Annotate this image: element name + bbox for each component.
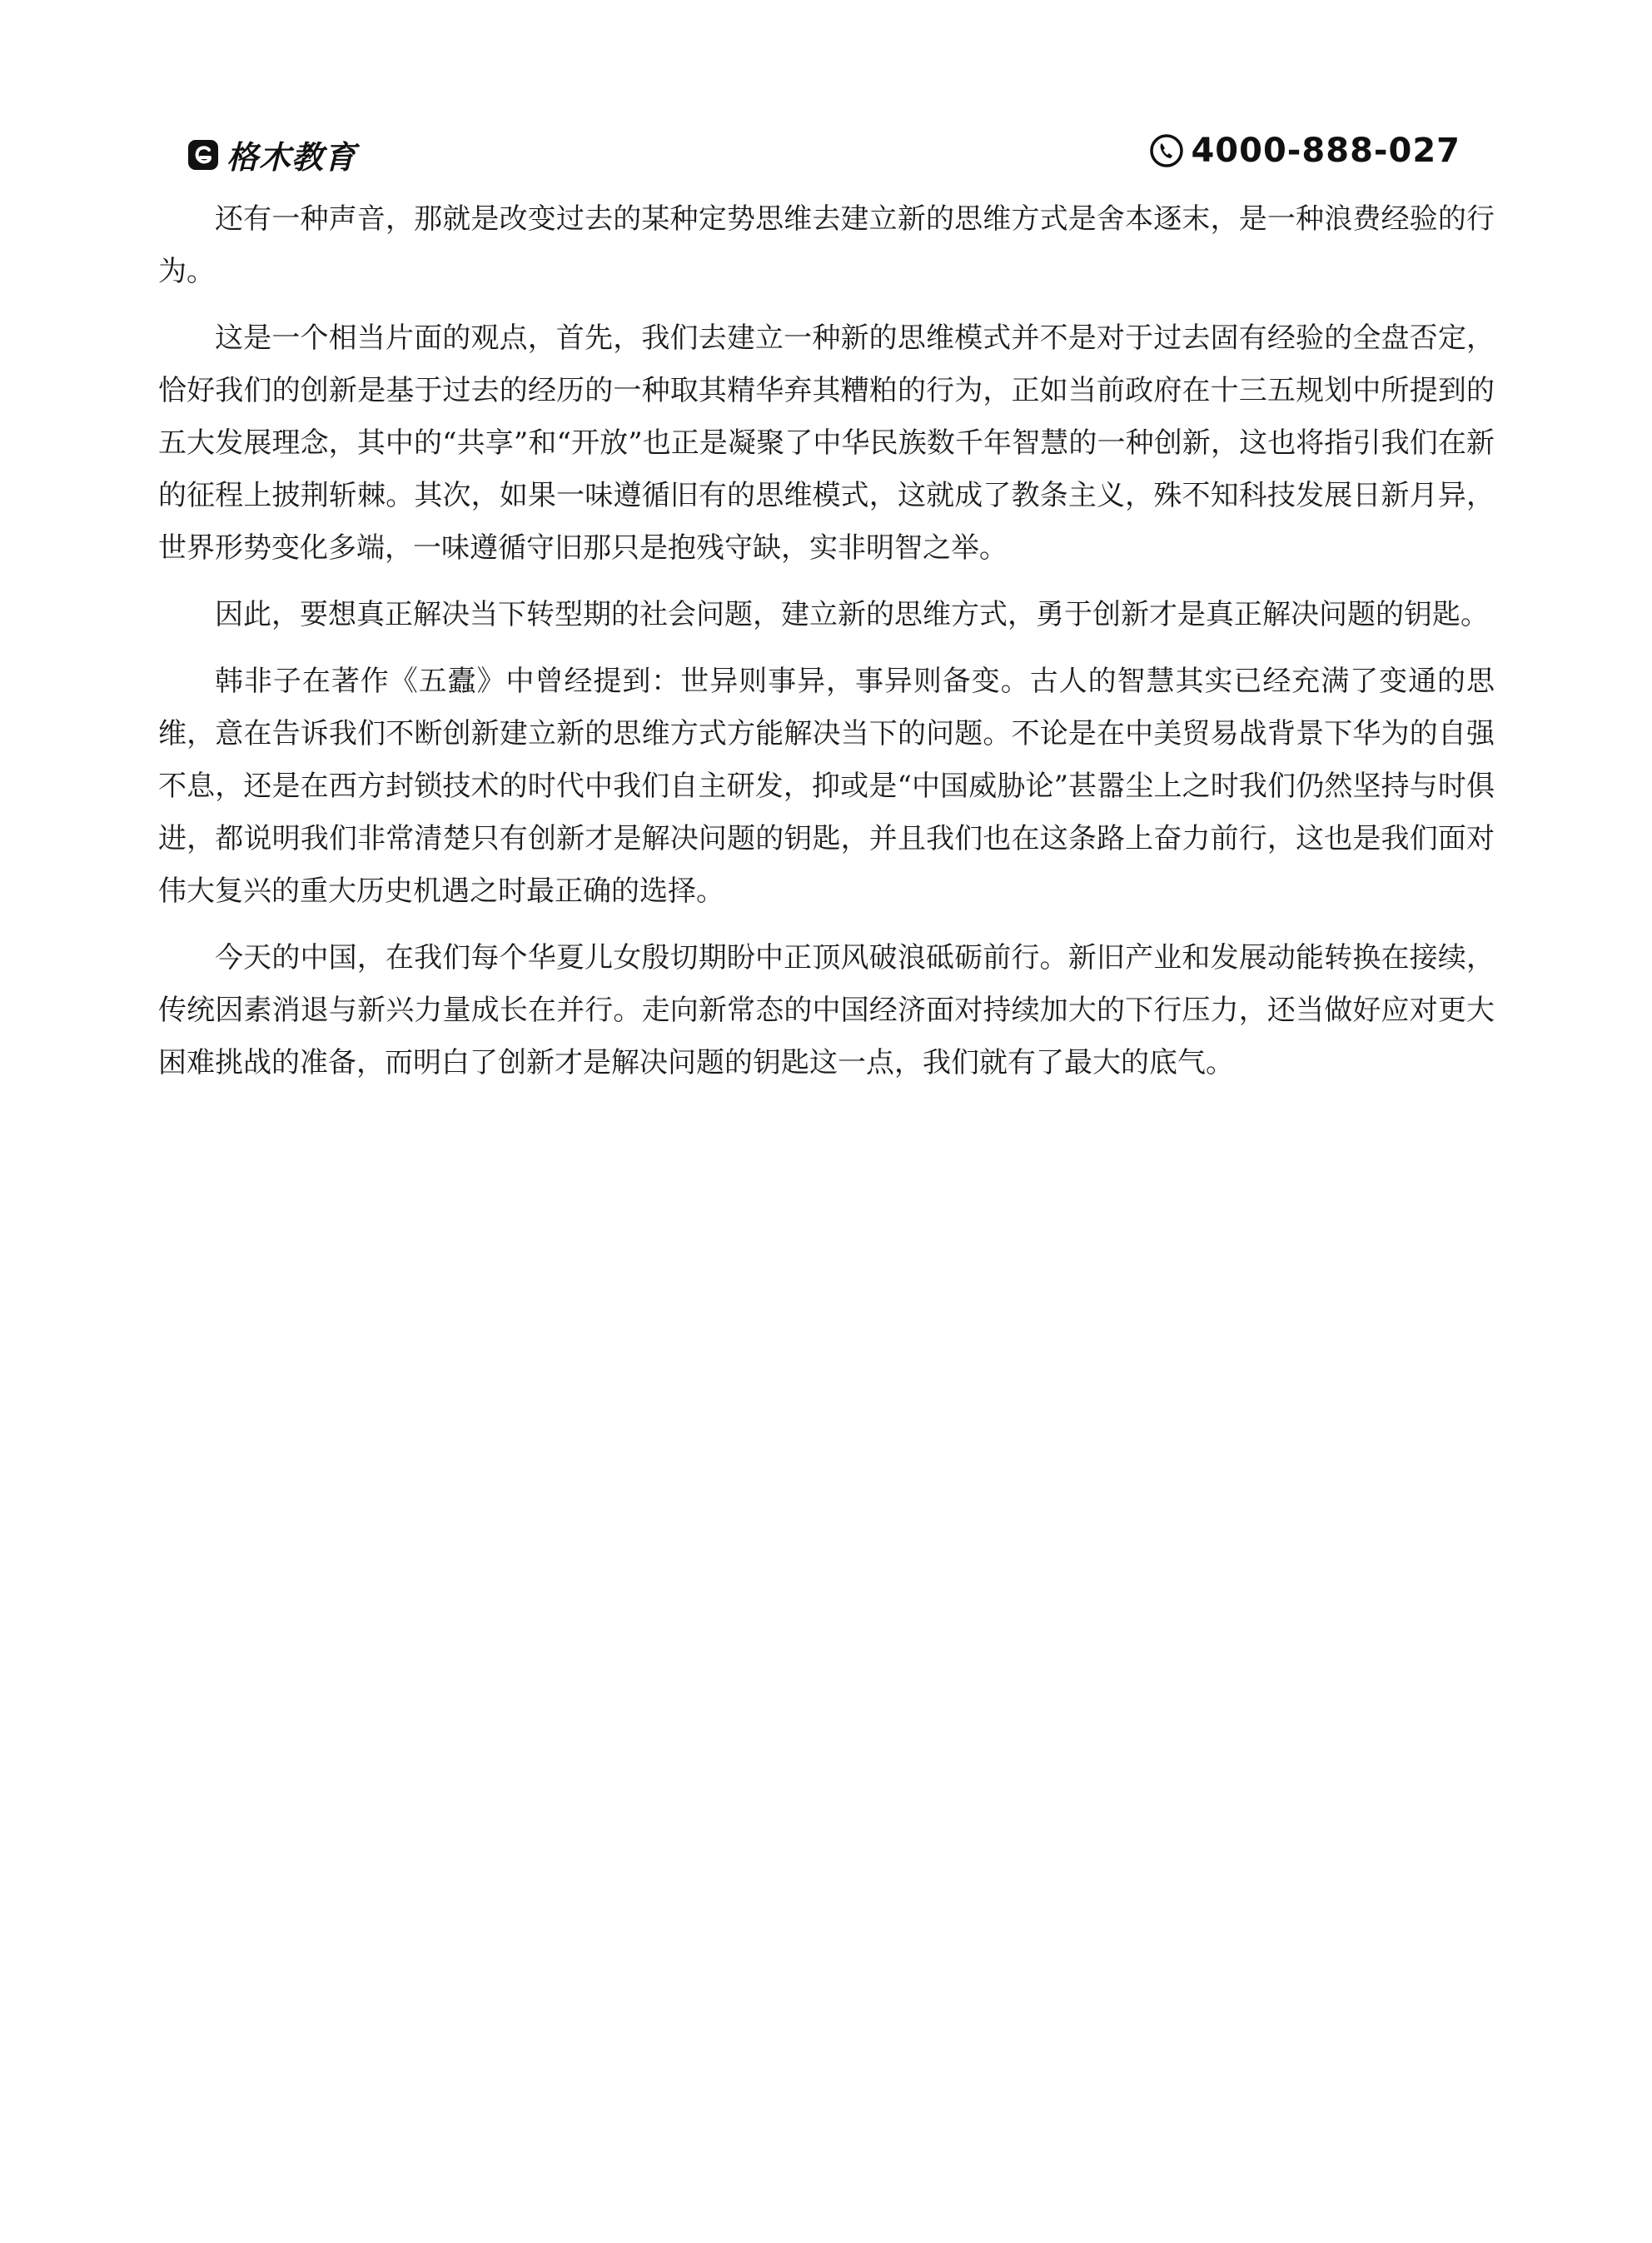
page-header <box>187 125 1460 183</box>
phone-icon <box>1149 133 1184 168</box>
paragraph-2: 这是一个相当片面的观点，首先，我们去建立一种新的思维模式并不是对于过去固有经验的全盘否定，恰好我们的创新是基于过去的经历的一种取其精华弃其糟粕的行为，正如当前政府在十三五规划中所提到的五大发展理念，其中的“共享”和“开放”也正是凝聚了中华民族数千年智慧的一种创新，这也将指引我们在新的征程上披荆斩棘。其次，如果一味遵循旧有的思维模式，这就成了教条主义，殊不知科技发展日新月异，世界形势变化多端，一味遵循守旧那只是抱残守缺，实非明智之举。 <box>158 321 1495 565</box>
hotline-number: 4000-888-027 <box>1191 132 1460 170</box>
paragraph-5: 今天的中国，在我们每个华夏儿女殷切期盼中正顶风破浪砥砺前行。新旧产业和发展动能转换在接续，传统因素消退与新兴力量成长在并行。走向新常态的中国经济面对持续加大的下行压力，还当做好应对更大困难挑战的准备，而明白了创新才是解决问题的钥匙这一点，我们就有了最大的底气。 <box>158 941 1495 1079</box>
paragraph-4: 韩非子在著作《五蠹》中曾经提到：世异则事异，事异则备变。古人的智慧其实已经充满了变通的思维，意在告诉我们不断创新建立新的思维方式方能解决当下的问题。不论是在中美贸易战背景下华为的自强不息，还是在西方封锁技术的时代中我们自主研发，抑或是“中国威胁论”甚嚣尘上之时我们仍然坚持与时俱进，都说明我们非常清楚只有创新才是解决问题的钥匙，并且我们也在这条路上奋力前行，这也是我们面对伟大复兴的重大历史机遇之时最正确的选择。 <box>158 665 1495 908</box>
paragraph-1: 还有一种声音，那就是改变过去的某种定势思维去建立新的思维方式是舍本逐末，是一种浪费经验的行为。 <box>158 202 1495 288</box>
brand <box>187 132 356 177</box>
brand-name: 格木教育 <box>226 139 357 176</box>
hotline <box>1149 132 1460 170</box>
article-body <box>158 193 1495 1089</box>
paragraph-3: 因此，要想真正解决当下转型期的社会问题，建立新的思维方式，勇于创新才是真正解决问题的钥匙。 <box>215 598 1489 631</box>
brand-logo-icon <box>187 138 220 172</box>
